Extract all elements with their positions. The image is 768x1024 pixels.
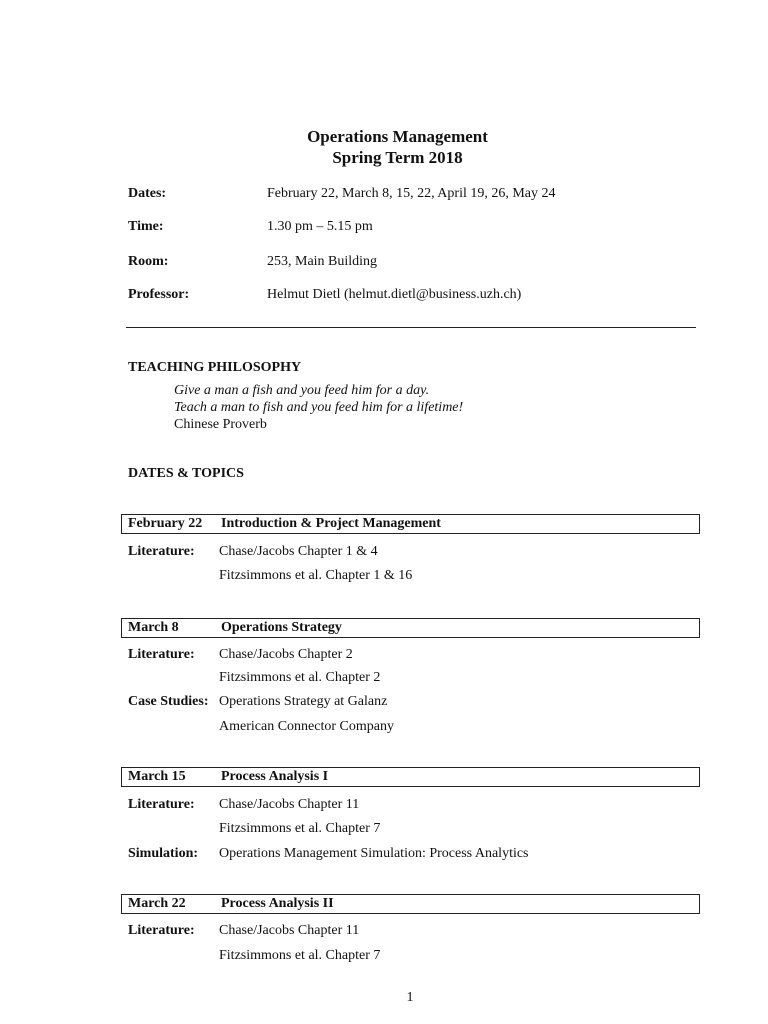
reading-item: Fitzsimmons et al. Chapter 7 <box>219 948 381 963</box>
reading-item: Chase/Jacobs Chapter 11 <box>219 797 360 812</box>
session-topic: Operations Strategy <box>221 620 342 635</box>
teaching-philosophy-heading: TEACHING PHILOSOPHY <box>128 360 302 375</box>
session-date: March 8 <box>128 620 179 635</box>
session-date: February 22 <box>128 516 203 531</box>
session-date: March 22 <box>128 896 186 911</box>
literature-label: Literature: <box>128 647 195 662</box>
reading-item: Chase/Jacobs Chapter 2 <box>219 647 353 662</box>
simulation-label: Simulation: <box>128 846 199 861</box>
room-value: 253, Main Building <box>267 254 378 269</box>
session-header <box>121 894 700 914</box>
session-date: March 15 <box>128 769 186 784</box>
proverb-source: Chinese Proverb <box>174 417 267 432</box>
page-number: 1 <box>406 990 414 1005</box>
proverb-line-1: Give a man a fish and you feed him for a day. <box>174 383 430 398</box>
dates-topics-heading: DATES & TOPICS <box>128 466 244 481</box>
dates-label: Dates: <box>128 186 167 201</box>
session-topic: Process Analysis I <box>221 769 329 784</box>
time-label: Time: <box>128 219 164 234</box>
case-study-item: Operations Strategy at Galanz <box>219 694 388 709</box>
horizontal-divider <box>126 327 696 328</box>
literature-label: Literature: <box>128 923 195 938</box>
session-topic: Introduction & Project Management <box>221 516 441 531</box>
session-header <box>121 618 700 638</box>
page-subtitle: Spring Term 2018 <box>332 148 463 167</box>
session-header <box>121 767 700 787</box>
time-value: 1.30 pm – 5.15 pm <box>267 219 373 234</box>
session-header <box>121 514 700 534</box>
reading-item: Fitzsimmons et al. Chapter 2 <box>219 670 381 685</box>
session-topic: Process Analysis II <box>221 896 334 911</box>
professor-value: Helmut Dietl (helmut.dietl@business.uzh.ch) <box>267 287 522 302</box>
literature-label: Literature: <box>128 544 195 559</box>
literature-label: Literature: <box>128 797 195 812</box>
proverb-line-2: Teach a man to fish and you feed him for a lifetime! <box>174 400 464 415</box>
reading-item: Chase/Jacobs Chapter 1 & 4 <box>219 544 378 559</box>
room-label: Room: <box>128 254 169 269</box>
simulation-item: Operations Management Simulation: Process Analytics <box>219 846 529 861</box>
case-studies-label: Case Studies: <box>128 694 209 709</box>
page-title: Operations Management <box>307 127 488 146</box>
professor-label: Professor: <box>128 287 190 302</box>
reading-item: Chase/Jacobs Chapter 11 <box>219 923 360 938</box>
case-study-item: American Connector Company <box>219 719 394 734</box>
reading-item: Fitzsimmons et al. Chapter 7 <box>219 821 381 836</box>
reading-item: Fitzsimmons et al. Chapter 1 & 16 <box>219 568 413 583</box>
dates-value: February 22, March 8, 15, 22, April 19, 26, May 24 <box>267 186 556 201</box>
